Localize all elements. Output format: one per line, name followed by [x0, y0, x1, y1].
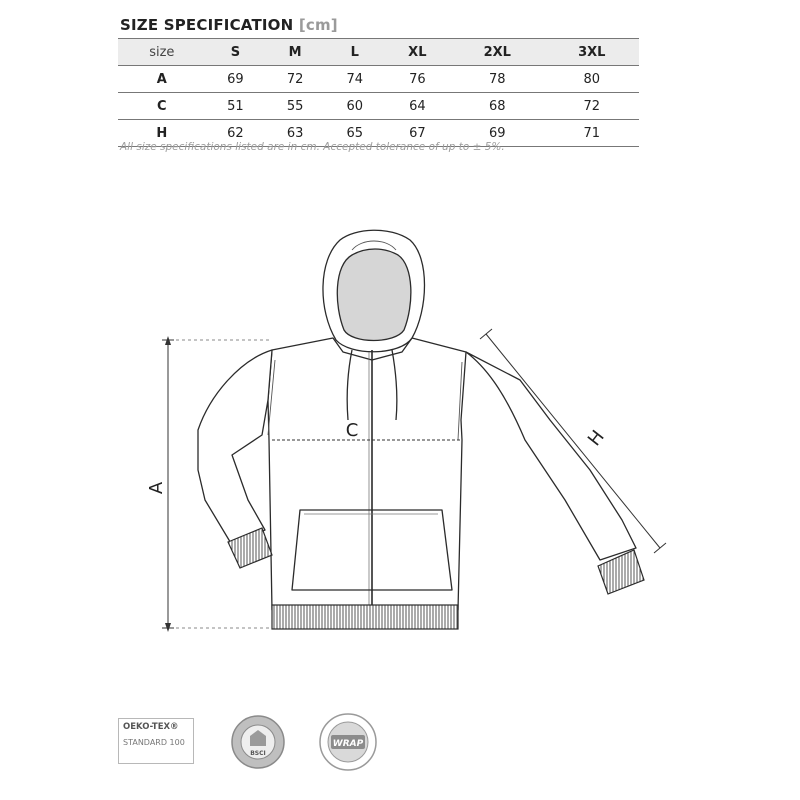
table-cell: 68 [450, 93, 544, 120]
label-a: A [146, 481, 167, 495]
oeko-tex-logo [118, 718, 194, 764]
table-cell: 72 [545, 93, 640, 120]
table-cell: 76 [385, 66, 450, 93]
size-column-label: size [118, 39, 206, 66]
row-label: H [118, 120, 206, 147]
table-cell: 55 [265, 93, 325, 120]
label-c: C [345, 420, 359, 441]
table-cell: 60 [325, 93, 385, 120]
title-unit: [cm] [298, 16, 338, 34]
table-cell: 71 [545, 120, 640, 147]
table-cell: 69 [206, 66, 266, 93]
table-cell: 80 [545, 66, 640, 93]
row-label: A [118, 66, 206, 93]
hood-inner [337, 249, 411, 341]
table-cell: 65 [325, 120, 385, 147]
size-header: L [325, 39, 385, 66]
table-cell: 74 [325, 66, 385, 93]
hem-rib [272, 605, 458, 629]
oeko-title: OEKO-TEX® [123, 722, 179, 732]
table-cell: 78 [450, 66, 544, 93]
table-cell: 51 [206, 93, 266, 120]
size-header: M [265, 39, 325, 66]
label-h: H [583, 426, 609, 451]
table-cell: 69 [450, 120, 544, 147]
oeko-standard: STANDARD 100 [123, 738, 185, 747]
wrap-text: WRAP [332, 739, 364, 749]
wrap-logo [318, 712, 378, 772]
bsci-logo [230, 714, 286, 770]
table-cell: 63 [265, 120, 325, 147]
hoodie-body-outline [268, 338, 466, 610]
table-cell: 67 [385, 120, 450, 147]
right-sleeve-outline [466, 352, 636, 560]
size-header: S [206, 39, 266, 66]
table-cell: 62 [206, 120, 266, 147]
table-cell: 72 [265, 66, 325, 93]
dim-h-line [486, 334, 660, 548]
bsci-text: BSCI [250, 750, 266, 757]
tolerance-note: All size specifications listed are in cm. Accepted tolerance of up to ± 5%. [120, 141, 505, 153]
size-header: 3XL [545, 39, 640, 66]
size-header: XL [385, 39, 450, 66]
size-header: 2XL [450, 39, 544, 66]
table-cell: 64 [385, 93, 450, 120]
title-text: SIZE SPECIFICATION [120, 16, 294, 34]
left-sleeve-outline [198, 350, 272, 545]
row-label: C [118, 93, 206, 120]
